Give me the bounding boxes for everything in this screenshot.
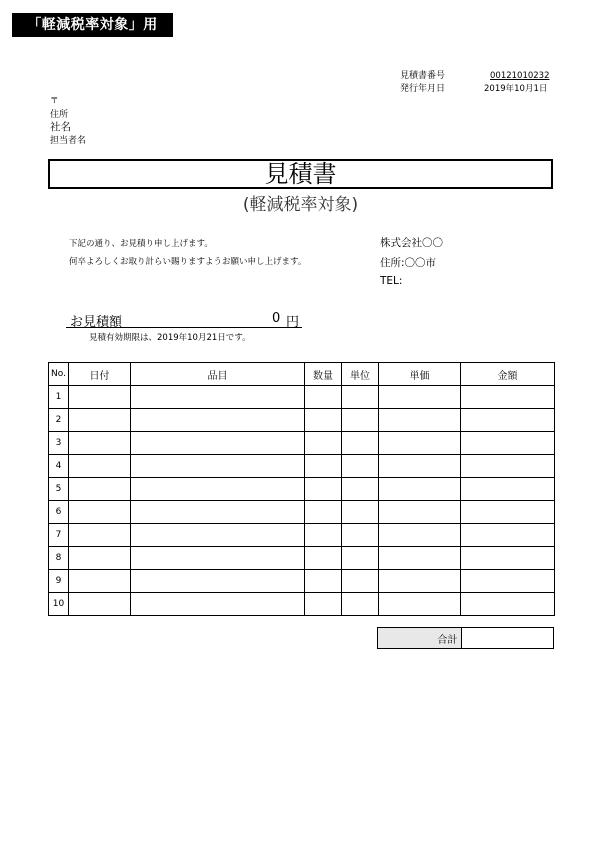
table-cell[interactable] [305, 432, 342, 455]
recipient-contact: 担当者名 [50, 136, 87, 146]
table-cell[interactable] [131, 432, 305, 455]
table-cell[interactable] [379, 570, 461, 593]
issuer-address: 住所:〇〇市 [380, 257, 437, 269]
table-cell[interactable] [342, 455, 379, 478]
estimate-amount [66, 311, 302, 328]
row-number: 10 [49, 593, 69, 616]
table-cell[interactable] [69, 432, 131, 455]
table-cell[interactable] [379, 432, 461, 455]
table-cell[interactable] [131, 524, 305, 547]
table-row [49, 524, 555, 547]
total-value-cell[interactable] [462, 628, 554, 649]
header-date: 日付 [69, 363, 131, 386]
issuer-tel: TEL: [380, 275, 403, 287]
table-cell[interactable] [379, 593, 461, 616]
header-item: 品目 [131, 363, 305, 386]
table-cell[interactable] [461, 386, 555, 409]
amount-unit: 円 [286, 315, 300, 330]
row-number: 5 [49, 478, 69, 501]
table-cell[interactable] [305, 524, 342, 547]
header-unit-price: 単価 [379, 363, 461, 386]
table-cell[interactable] [69, 455, 131, 478]
table-cell[interactable] [305, 547, 342, 570]
estimate-number-value: 00121010232 [490, 71, 550, 81]
table-cell[interactable] [461, 524, 555, 547]
header-no: No. [49, 363, 69, 386]
table-row [49, 547, 555, 570]
table-cell[interactable] [342, 547, 379, 570]
table-cell[interactable] [69, 386, 131, 409]
table-cell[interactable] [131, 386, 305, 409]
table-cell[interactable] [379, 409, 461, 432]
table-cell[interactable] [461, 547, 555, 570]
table-cell[interactable] [342, 501, 379, 524]
table-cell[interactable] [131, 593, 305, 616]
table-cell[interactable] [461, 501, 555, 524]
table-cell[interactable] [305, 478, 342, 501]
table-cell[interactable] [69, 409, 131, 432]
row-number: 9 [49, 570, 69, 593]
table-cell[interactable] [379, 501, 461, 524]
amount-label: お見積額 [70, 315, 123, 330]
validity-note: 見積有効期限は、2019年10月21日です。 [89, 333, 251, 343]
row-number: 6 [49, 501, 69, 524]
table-cell[interactable] [69, 593, 131, 616]
table-row [49, 570, 555, 593]
table-row [49, 386, 555, 409]
table-cell[interactable] [342, 409, 379, 432]
recipient-company: 社名 [50, 121, 71, 133]
table-row [49, 478, 555, 501]
total-label: 合計 [378, 628, 462, 649]
table-cell[interactable] [131, 547, 305, 570]
table-cell[interactable] [305, 386, 342, 409]
table-row [49, 501, 555, 524]
table-cell[interactable] [379, 524, 461, 547]
table-cell[interactable] [342, 570, 379, 593]
issue-date-value: 2019年10月1日 [484, 84, 548, 94]
row-number: 7 [49, 524, 69, 547]
table-cell[interactable] [342, 386, 379, 409]
table-cell[interactable] [305, 455, 342, 478]
header-unit: 単位 [342, 363, 379, 386]
table-row [49, 409, 555, 432]
table-cell[interactable] [69, 524, 131, 547]
total-box [377, 627, 554, 649]
table-row [49, 455, 555, 478]
table-cell[interactable] [305, 570, 342, 593]
row-number: 2 [49, 409, 69, 432]
table-row [49, 593, 555, 616]
recipient-address: 住所 [50, 110, 69, 120]
postal-mark: 〒 [50, 96, 59, 106]
row-number: 8 [49, 547, 69, 570]
document-subtitle: (軽減税率対象) [242, 195, 359, 215]
header-quantity: 数量 [305, 363, 342, 386]
header-amount: 金額 [461, 363, 555, 386]
table-cell[interactable] [379, 386, 461, 409]
table-cell[interactable] [69, 478, 131, 501]
table-cell[interactable] [461, 455, 555, 478]
row-number: 3 [49, 432, 69, 455]
table-cell[interactable] [342, 478, 379, 501]
template-banner: 「軽減税率対象」用 [12, 13, 173, 37]
issue-date-label: 発行年月日 [400, 84, 446, 94]
table-cell[interactable] [131, 478, 305, 501]
row-number: 1 [49, 386, 69, 409]
greeting-line-1: 下記の通り、お見積り申し上げます。 [69, 239, 213, 249]
table-cell[interactable] [461, 409, 555, 432]
table-cell[interactable] [69, 570, 131, 593]
table-cell[interactable] [131, 455, 305, 478]
table-cell[interactable] [379, 455, 461, 478]
table-cell[interactable] [379, 547, 461, 570]
items-table [48, 362, 555, 616]
estimate-number-label: 見積書番号 [400, 71, 446, 81]
table-cell[interactable] [131, 570, 305, 593]
table-row [49, 432, 555, 455]
row-number: 4 [49, 455, 69, 478]
table-cell[interactable] [305, 593, 342, 616]
document-title: 見積書 [48, 159, 553, 189]
table-cell[interactable] [305, 409, 342, 432]
table-cell[interactable] [305, 501, 342, 524]
table-cell[interactable] [379, 478, 461, 501]
table-cell[interactable] [69, 547, 131, 570]
table-cell[interactable] [131, 409, 305, 432]
table-cell[interactable] [342, 593, 379, 616]
issuer-company: 株式会社〇〇 [380, 237, 443, 249]
greeting-line-2: 何卒よろしくお取り計らい賜りますようお願い申し上げます。 [69, 257, 307, 267]
table-cell[interactable] [69, 501, 131, 524]
table-header-row [49, 363, 555, 386]
table-cell[interactable] [461, 593, 555, 616]
table-cell[interactable] [131, 501, 305, 524]
table-cell[interactable] [461, 432, 555, 455]
table-cell[interactable] [461, 478, 555, 501]
table-cell[interactable] [461, 570, 555, 593]
table-cell[interactable] [342, 524, 379, 547]
table-cell[interactable] [342, 432, 379, 455]
amount-value: 0 [272, 311, 281, 326]
